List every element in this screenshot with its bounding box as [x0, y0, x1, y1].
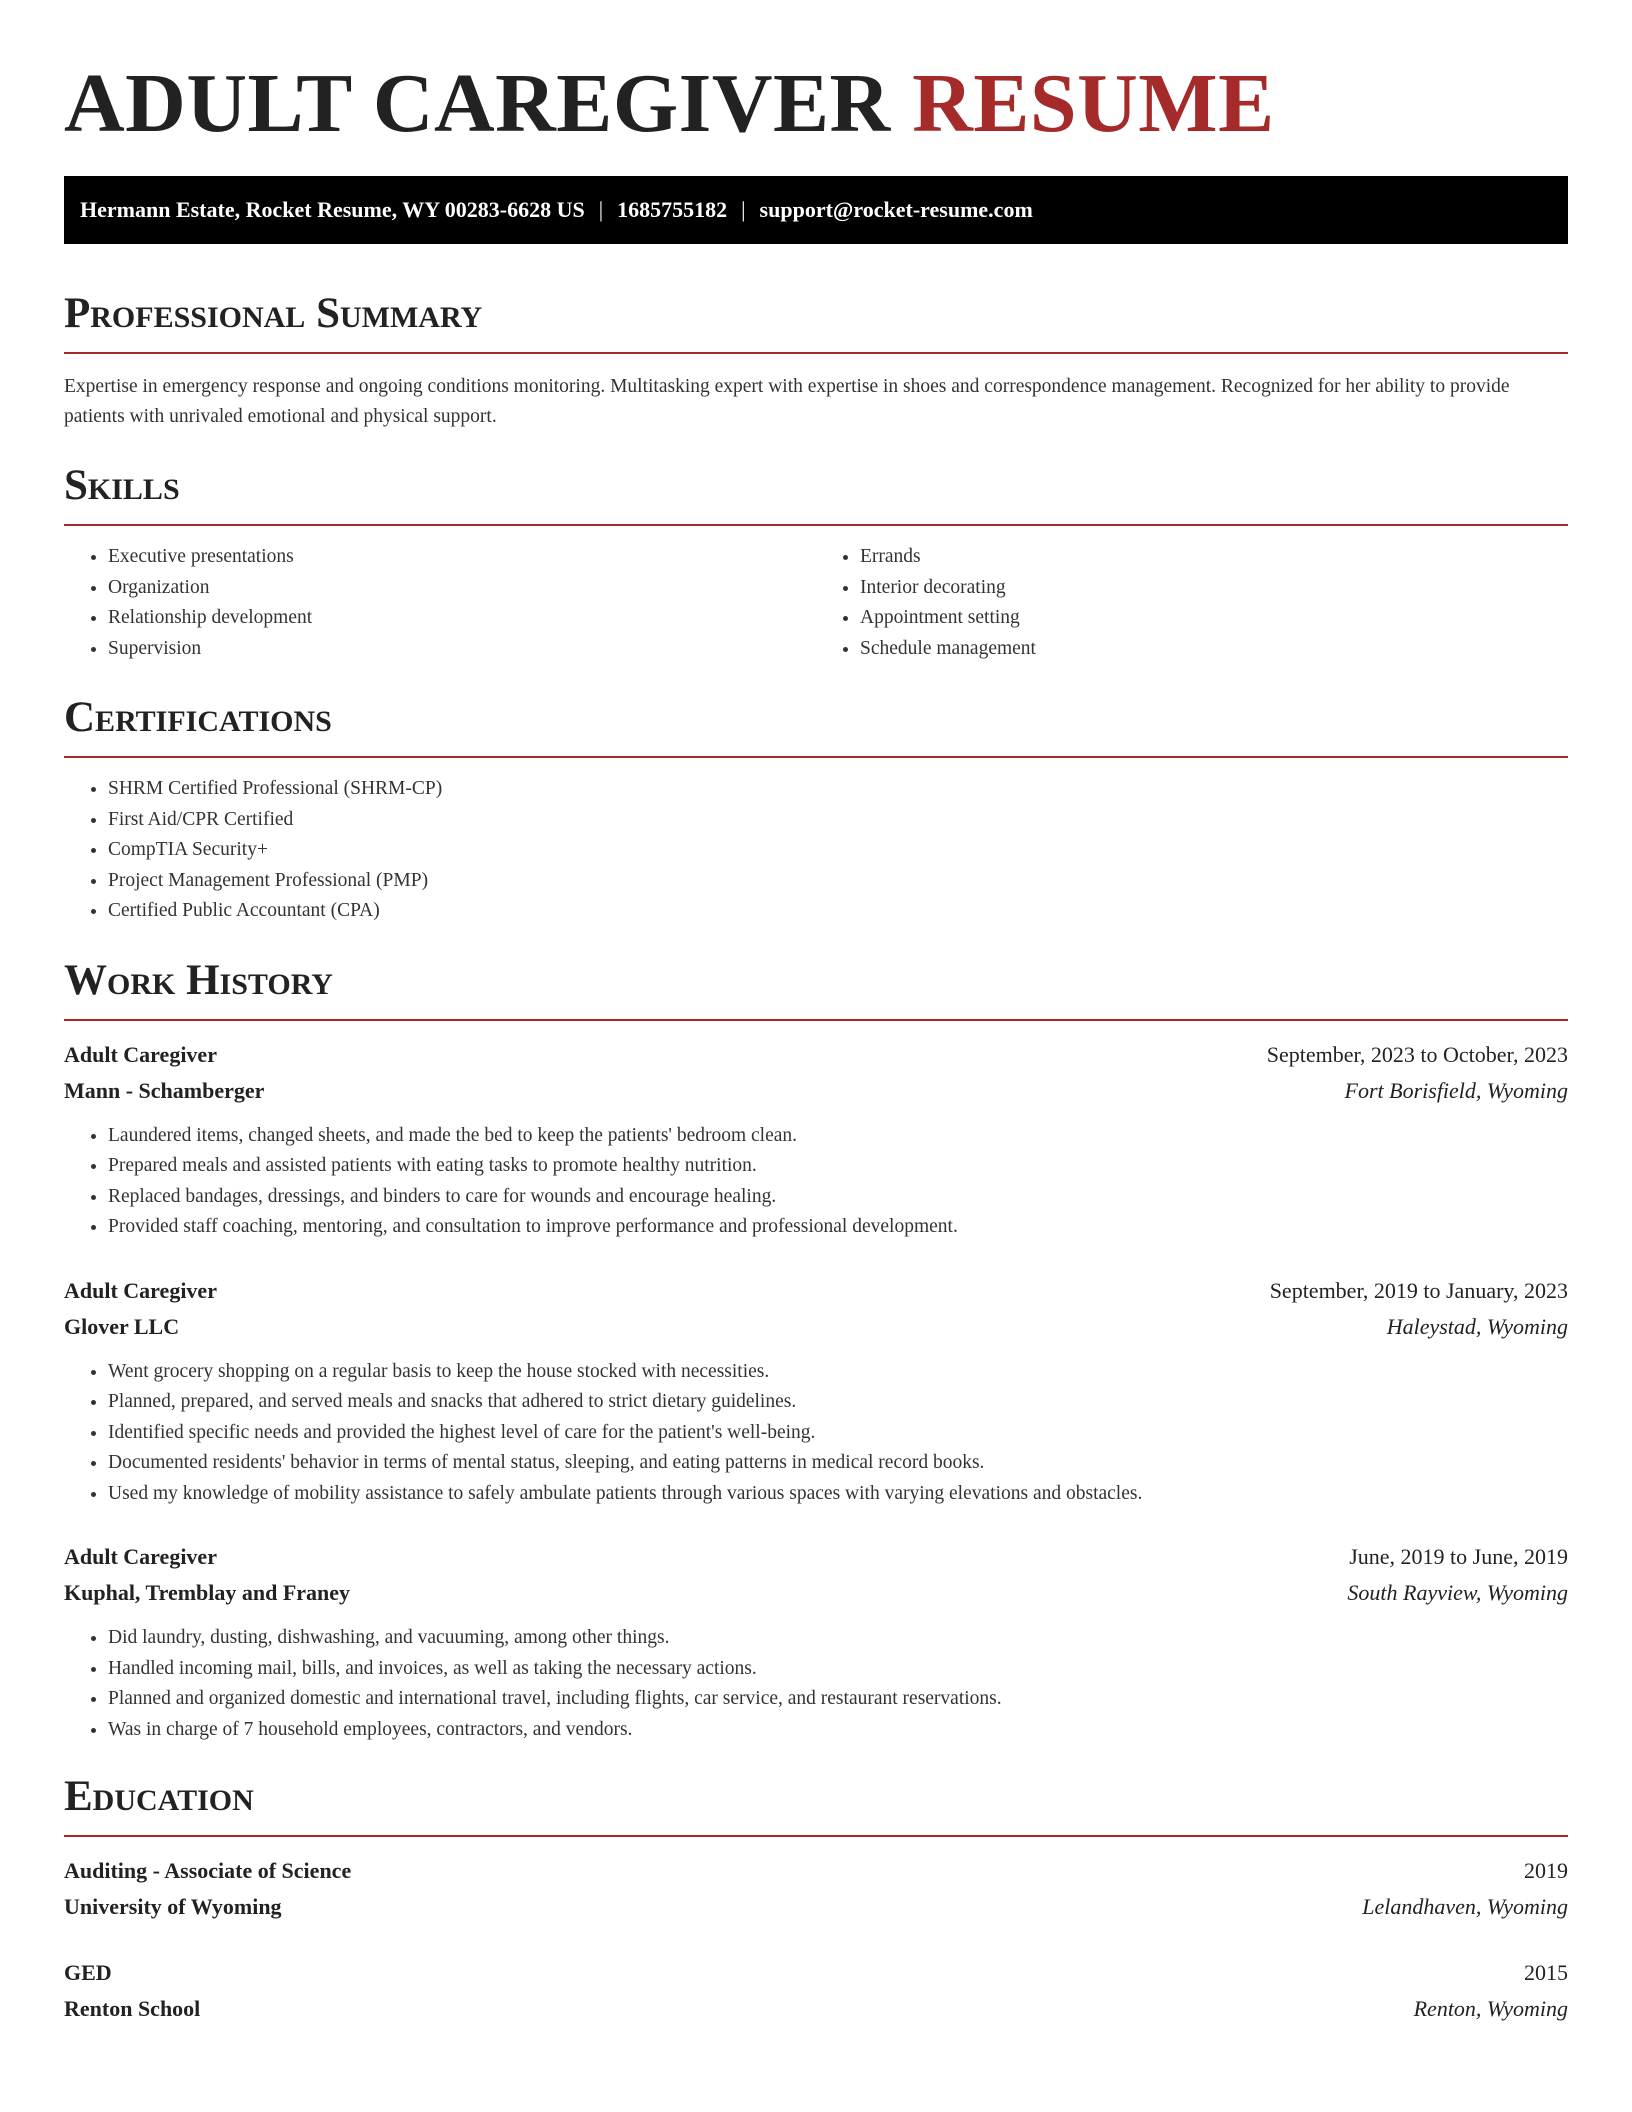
section-divider [64, 1019, 1568, 1021]
job-subheader [64, 1575, 1568, 1611]
job-duty: • Did laundry, dusting, dishwashing, and vacuuming, among other things. [108, 1623, 1568, 1654]
job-location: Haleystad, Wyoming [1386, 1313, 1568, 1339]
job-company: Mann - Schamberger [64, 1077, 265, 1103]
skills-list-left [64, 542, 816, 664]
education-school: University of Wyoming [64, 1894, 282, 1919]
skill-item: • Relationship development [108, 603, 816, 634]
job-duty: • Handled incoming mail, bills, and invoices, as well as taking the necessary actions. [108, 1654, 1568, 1685]
skill-item: • Interior decorating [860, 573, 1568, 604]
title-accent: RESUME [912, 57, 1275, 150]
education-year: 2019 [1524, 1858, 1568, 1883]
education-heading: Education [64, 1773, 254, 1820]
skills-heading: Skills [64, 462, 180, 509]
job-dates: June, 2019 to June, 2019 [1349, 1544, 1568, 1569]
certification-item: • First Aid/CPR Certified [108, 805, 1568, 836]
skills-grid [64, 526, 1568, 664]
job-entry [64, 1037, 1568, 1243]
job-duty: • Went grocery shopping on a regular basis to keep the house stocked with necessities. [108, 1357, 1568, 1388]
job-duty: • Used my knowledge of mobility assistance to safely ambulate patients through various spaces with varying elevations and obstacles. [108, 1479, 1568, 1510]
certifications-section [64, 692, 1568, 927]
education-header [64, 1853, 1568, 1889]
certification-item: • CompTIA Security+ [108, 835, 1568, 866]
contact-email: support@rocket-resume.com [759, 197, 1033, 222]
summary-section [64, 288, 1568, 432]
job-location: South Rayview, Wyoming [1347, 1580, 1568, 1605]
job-duty: • Prepared meals and assisted patients with eating tasks to promote healthy nutrition. [108, 1151, 1568, 1182]
job-title: Adult Caregiver [64, 1277, 217, 1303]
contact-address: Hermann Estate, Rocket Resume, WY 00283-6628 US [80, 197, 585, 222]
certification-item: • Certified Public Accountant (CPA) [108, 896, 1568, 927]
job-header [64, 1273, 1568, 1309]
contact-separator: | [741, 197, 746, 222]
contact-phone: 1685755182 [617, 197, 728, 222]
summary-text: Expertise in emergency response and ongoing conditions monitoring. Multitasking expert with expertise in shoes and correspondence management. Recognized for her ability to provide patients with unrivaled emotional and physical support. [64, 376, 1510, 427]
job-entry [64, 1539, 1568, 1745]
job-company: Glover LLC [64, 1313, 180, 1339]
resume-page [64, 56, 1568, 2027]
job-duties-list [64, 1357, 1568, 1510]
summary-heading: Professional Summary [64, 290, 483, 337]
work-history-section [64, 955, 1568, 1746]
section-divider [64, 756, 1568, 758]
contact-separator: | [598, 197, 604, 222]
education-school: Renton School [64, 1996, 201, 2021]
skill-item: • Supervision [108, 634, 816, 665]
job-subheader [64, 1309, 1568, 1345]
job-header [64, 1037, 1568, 1073]
job-duty: • Laundered items, changed sheets, and made the bed to keep the patients' bedroom clean. [108, 1121, 1568, 1152]
job-duty: • Was in charge of 7 household employees, contractors, and vendors. [108, 1715, 1568, 1746]
education-degree: Auditing - Associate of Science [64, 1858, 352, 1883]
job-dates: September, 2019 to January, 2023 [1269, 1277, 1568, 1303]
contact-bar [64, 176, 1568, 244]
education-location: Lelandhaven, Wyoming [1362, 1894, 1568, 1919]
education-subheader [64, 1889, 1568, 1925]
job-duty: • Planned and organized domestic and international travel, including flights, car service, and restaurant reservations. [108, 1684, 1568, 1715]
skills-section [64, 460, 1568, 664]
job-company: Kuphal, Tremblay and Franey [64, 1580, 351, 1605]
section-divider [64, 352, 1568, 354]
job-location: Fort Borisfield, Wyoming [1344, 1077, 1568, 1103]
section-divider [64, 1835, 1568, 1837]
education-location: Renton, Wyoming [1413, 1996, 1568, 2021]
skill-item: • Appointment setting [860, 603, 1568, 634]
education-degree: GED [64, 1960, 112, 1985]
education-year: 2015 [1524, 1960, 1568, 1985]
certifications-heading: Certifications [64, 694, 332, 741]
job-duty: • Replaced bandages, dressings, and binders to care for wounds and encourage healing. [108, 1182, 1568, 1213]
job-duty: • Provided staff coaching, mentoring, and consultation to improve performance and professional development. [108, 1212, 1568, 1243]
education-header [64, 1955, 1568, 1991]
skill-item: • Executive presentations [108, 542, 816, 573]
job-dates: September, 2023 to October, 2023 [1266, 1041, 1568, 1067]
skill-item: • Schedule management [860, 634, 1568, 665]
education-section [64, 1771, 1568, 2027]
job-duty: • Documented residents' behavior in terms of mental status, sleeping, and eating patterns in medical record books. [108, 1448, 1568, 1479]
job-entry [64, 1273, 1568, 1510]
job-duty: • Identified specific needs and provided the highest level of care for the patient's well-being. [108, 1418, 1568, 1449]
certification-item: • Project Management Professional (PMP) [108, 866, 1568, 897]
skills-list-right [816, 542, 1568, 664]
skill-item: • Errands [860, 542, 1568, 573]
job-duties-list [64, 1623, 1568, 1745]
job-title: Adult Caregiver [64, 1544, 217, 1569]
job-subheader [64, 1073, 1568, 1109]
job-duty: • Planned, prepared, and served meals and snacks that adhered to strict dietary guidelines. [108, 1387, 1568, 1418]
certification-item: • SHRM Certified Professional (SHRM-CP) [108, 774, 1568, 805]
title-main: ADULT CAREGIVER [64, 57, 891, 150]
resume-title [64, 56, 1568, 152]
skill-item: • Organization [108, 573, 816, 604]
certifications-list [64, 774, 1568, 927]
work-history-heading: Work History [64, 956, 333, 1004]
education-entry [64, 1955, 1568, 2027]
job-duties-list [64, 1121, 1568, 1243]
job-title: Adult Caregiver [64, 1041, 217, 1067]
education-subheader [64, 1991, 1568, 2027]
job-header [64, 1539, 1568, 1575]
education-entry [64, 1853, 1568, 1925]
